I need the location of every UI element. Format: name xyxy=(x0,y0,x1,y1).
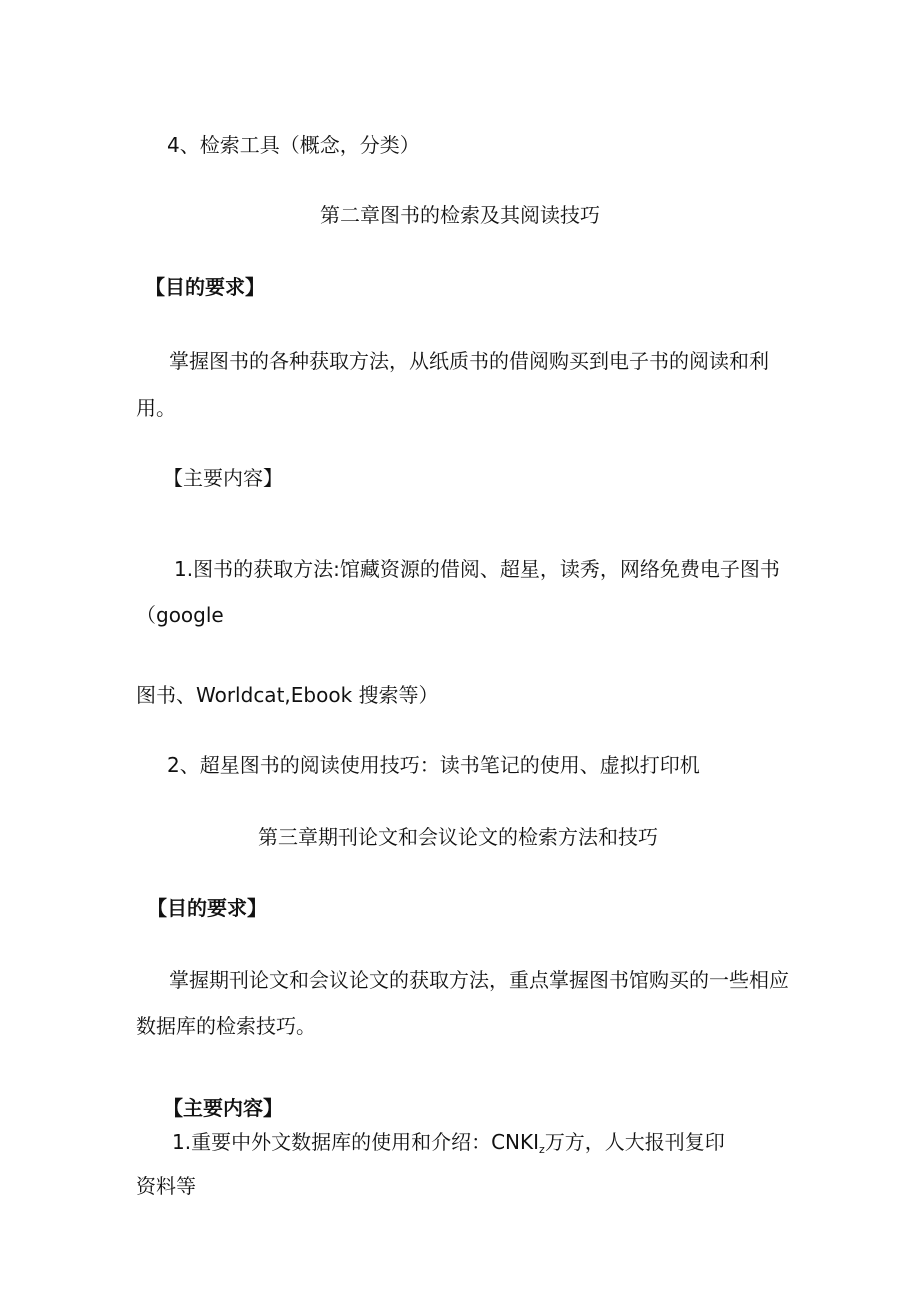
item-4-retrieval-tools: 4、检索工具（概念，分类） xyxy=(167,133,420,157)
chapter-3-objective-line-1: 掌握期刊论文和会议论文的获取方法，重点掌握图书馆购买的一些相应 xyxy=(169,968,789,992)
cnki-subscript: z xyxy=(539,1143,545,1156)
chapter-2-content-1-line-1: 1.图书的获取方法:馆藏资源的借阅、超星，读秀，网络免费电子图书 xyxy=(174,557,780,581)
chapter-2-objective-line-1: 掌握图书的各种获取方法，从纸质书的借阅购买到电子书的阅读和利 xyxy=(169,349,769,373)
chapter-3-title: 第三章期刊论文和会议论文的检索方法和技巧 xyxy=(258,825,658,849)
chapter-3-content-heading: 【主要内容】 xyxy=(163,1096,283,1120)
chapter-2-objective-line-2: 用。 xyxy=(136,396,176,420)
chapter-2-title: 第二章图书的检索及其阅读技巧 xyxy=(320,203,600,227)
chapter-2-content-1-line-2: （google xyxy=(136,603,224,627)
chapter-3-objective-line-2: 数据库的检索技巧。 xyxy=(136,1014,316,1038)
chapter-2-content-2: 2、超星图书的阅读使用技巧：读书笔记的使用、虚拟打印机 xyxy=(167,753,700,777)
chapter-2-content-heading: 【主要内容】 xyxy=(163,466,283,490)
chapter-3-content-1-prefix: 1.重要中外文数据库的使用和介绍：CNKI xyxy=(172,1130,540,1154)
chapter-2-content-1-line-3: 图书、Worldcat,Ebook 搜索等） xyxy=(136,683,439,707)
chapter-3-objective-heading: 【目的要求】 xyxy=(147,896,267,920)
chapter-3-content-1-line-2: 资料等 xyxy=(136,1174,196,1198)
chapter-3-content-1-line-1 xyxy=(172,1130,725,1162)
chapter-2-objective-heading: 【目的要求】 xyxy=(145,275,265,299)
chapter-3-content-1-suffix: 万方，人大报刊复印 xyxy=(544,1130,725,1154)
